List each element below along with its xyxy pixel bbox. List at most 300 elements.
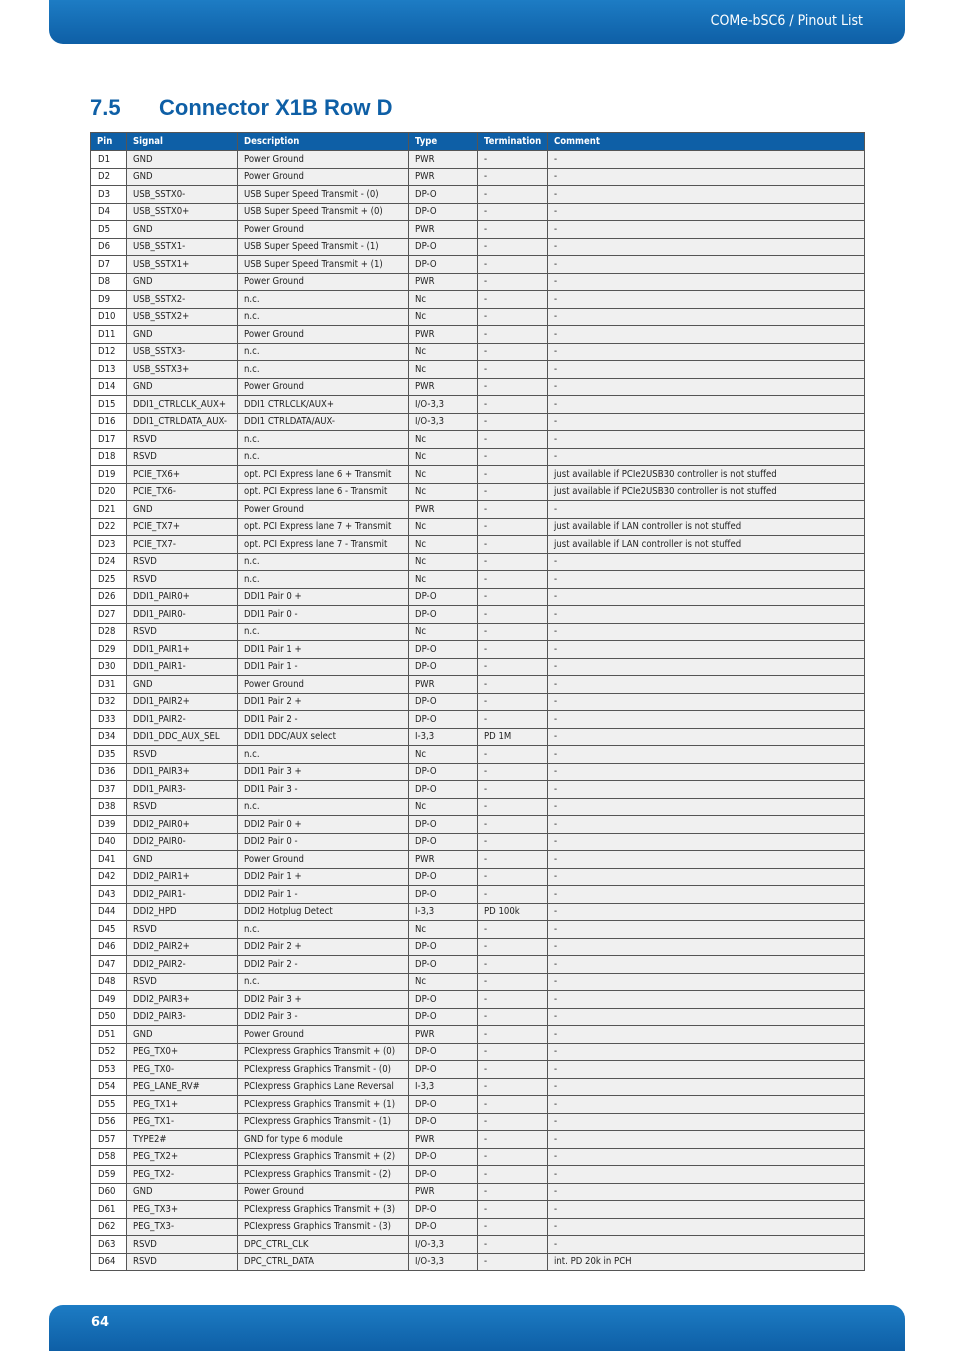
cell-description: n.c. bbox=[238, 798, 409, 816]
cell-type: PWR bbox=[409, 221, 478, 239]
cell-comment: - bbox=[548, 553, 865, 571]
cell-description: n.c. bbox=[238, 746, 409, 764]
cell-termination: - bbox=[478, 168, 548, 186]
cell-signal: GND bbox=[127, 676, 238, 694]
cell-description: DPC_CTRL_CLK bbox=[238, 1236, 409, 1254]
cell-pin: D23 bbox=[91, 536, 127, 554]
cell-type: PWR bbox=[409, 676, 478, 694]
cell-pin: D14 bbox=[91, 378, 127, 396]
cell-signal: USB_SSTX0- bbox=[127, 186, 238, 204]
cell-termination: - bbox=[478, 658, 548, 676]
cell-signal: PCIE_TX6- bbox=[127, 483, 238, 501]
cell-pin: D61 bbox=[91, 1201, 127, 1219]
table-row bbox=[91, 1148, 865, 1166]
cell-description: DDI1 CTRLDATA/AUX- bbox=[238, 413, 409, 431]
cell-description: Power Ground bbox=[238, 1183, 409, 1201]
column-header-type: Type bbox=[409, 133, 478, 151]
cell-type: DP-O bbox=[409, 816, 478, 834]
cell-description: DDI1 DDC/AUX select bbox=[238, 728, 409, 746]
cell-description: DDI1 CTRLCLK/AUX+ bbox=[238, 396, 409, 414]
cell-signal: GND bbox=[127, 1026, 238, 1044]
cell-signal: DDI1_PAIR2+ bbox=[127, 693, 238, 711]
cell-pin: D31 bbox=[91, 676, 127, 694]
cell-signal: GND bbox=[127, 151, 238, 169]
cell-signal: PEG_TX2- bbox=[127, 1166, 238, 1184]
cell-comment: - bbox=[548, 1148, 865, 1166]
section-heading bbox=[90, 95, 392, 121]
table-body bbox=[91, 151, 865, 1271]
pinout-table bbox=[90, 132, 865, 1271]
cell-signal: PCIE_TX6+ bbox=[127, 466, 238, 484]
cell-signal: DDI1_DDC_AUX_SEL bbox=[127, 728, 238, 746]
cell-pin: D26 bbox=[91, 588, 127, 606]
cell-comment: - bbox=[548, 886, 865, 904]
cell-signal: DDI2_PAIR0+ bbox=[127, 816, 238, 834]
cell-description: DDI2 Pair 0 - bbox=[238, 833, 409, 851]
table-row bbox=[91, 536, 865, 554]
cell-comment: just available if PCIe2USB30 controller is not stuffed bbox=[548, 483, 865, 501]
cell-description: PCIexpress Graphics Transmit - (1) bbox=[238, 1113, 409, 1131]
cell-type: DP-O bbox=[409, 991, 478, 1009]
table-row bbox=[91, 623, 865, 641]
cell-comment: - bbox=[548, 641, 865, 659]
cell-comment: - bbox=[548, 221, 865, 239]
cell-type: PWR bbox=[409, 378, 478, 396]
cell-description: Power Ground bbox=[238, 1026, 409, 1044]
cell-pin: D35 bbox=[91, 746, 127, 764]
table-row bbox=[91, 1061, 865, 1079]
cell-termination: - bbox=[478, 1253, 548, 1271]
cell-type: Nc bbox=[409, 483, 478, 501]
table-row bbox=[91, 956, 865, 974]
cell-termination: - bbox=[478, 1096, 548, 1114]
cell-comment: - bbox=[548, 273, 865, 291]
cell-description: PCIexpress Graphics Transmit + (0) bbox=[238, 1043, 409, 1061]
cell-signal: PEG_TX1+ bbox=[127, 1096, 238, 1114]
cell-pin: D16 bbox=[91, 413, 127, 431]
cell-comment: - bbox=[548, 291, 865, 309]
cell-description: DDI1 Pair 1 - bbox=[238, 658, 409, 676]
column-header-termination: Termination bbox=[478, 133, 548, 151]
cell-signal: DDI1_PAIR0+ bbox=[127, 588, 238, 606]
cell-termination: - bbox=[478, 1201, 548, 1219]
cell-description: opt. PCI Express lane 6 - Transmit bbox=[238, 483, 409, 501]
cell-comment: - bbox=[548, 1078, 865, 1096]
cell-pin: D36 bbox=[91, 763, 127, 781]
cell-comment: - bbox=[548, 1218, 865, 1236]
cell-type: DP-O bbox=[409, 1148, 478, 1166]
cell-signal: RSVD bbox=[127, 571, 238, 589]
cell-type: DP-O bbox=[409, 781, 478, 799]
cell-comment: - bbox=[548, 151, 865, 169]
table-row bbox=[91, 273, 865, 291]
cell-termination: - bbox=[478, 308, 548, 326]
table-row bbox=[91, 746, 865, 764]
cell-signal: USB_SSTX2- bbox=[127, 291, 238, 309]
cell-signal: PCIE_TX7+ bbox=[127, 518, 238, 536]
cell-comment: int. PD 20k in PCH bbox=[548, 1253, 865, 1271]
cell-signal: PEG_TX3+ bbox=[127, 1201, 238, 1219]
cell-pin: D43 bbox=[91, 886, 127, 904]
cell-description: PCIexpress Graphics Transmit - (3) bbox=[238, 1218, 409, 1236]
cell-pin: D55 bbox=[91, 1096, 127, 1114]
cell-termination: - bbox=[478, 991, 548, 1009]
cell-description: DDI2 Pair 0 + bbox=[238, 816, 409, 834]
cell-termination: - bbox=[478, 606, 548, 624]
cell-comment: - bbox=[548, 326, 865, 344]
cell-pin: D63 bbox=[91, 1236, 127, 1254]
cell-pin: D48 bbox=[91, 973, 127, 991]
table-row bbox=[91, 1131, 865, 1149]
cell-type: PWR bbox=[409, 273, 478, 291]
cell-pin: D7 bbox=[91, 256, 127, 274]
cell-comment: - bbox=[548, 308, 865, 326]
cell-termination: - bbox=[478, 361, 548, 379]
cell-description: GND for type 6 module bbox=[238, 1131, 409, 1149]
cell-comment: - bbox=[548, 991, 865, 1009]
cell-description: DDI1 Pair 1 + bbox=[238, 641, 409, 659]
cell-termination: - bbox=[478, 588, 548, 606]
table-row bbox=[91, 1113, 865, 1131]
cell-comment: - bbox=[548, 1008, 865, 1026]
table-row bbox=[91, 1236, 865, 1254]
cell-type: DP-O bbox=[409, 763, 478, 781]
cell-pin: D37 bbox=[91, 781, 127, 799]
cell-description: n.c. bbox=[238, 623, 409, 641]
cell-pin: D62 bbox=[91, 1218, 127, 1236]
cell-type: DP-O bbox=[409, 606, 478, 624]
cell-pin: D24 bbox=[91, 553, 127, 571]
cell-description: DDI2 Pair 2 - bbox=[238, 956, 409, 974]
table-row bbox=[91, 816, 865, 834]
cell-comment: - bbox=[548, 571, 865, 589]
cell-description: opt. PCI Express lane 7 - Transmit bbox=[238, 536, 409, 554]
cell-termination: - bbox=[478, 518, 548, 536]
cell-termination: - bbox=[478, 203, 548, 221]
cell-description: DDI1 Pair 3 - bbox=[238, 781, 409, 799]
cell-signal: USB_SSTX3- bbox=[127, 343, 238, 361]
cell-description: Power Ground bbox=[238, 221, 409, 239]
cell-termination: - bbox=[478, 921, 548, 939]
cell-type: Nc bbox=[409, 746, 478, 764]
cell-signal: RSVD bbox=[127, 973, 238, 991]
cell-termination: - bbox=[478, 1008, 548, 1026]
cell-termination: - bbox=[478, 431, 548, 449]
cell-description: PCIexpress Graphics Transmit + (2) bbox=[238, 1148, 409, 1166]
cell-type: DP-O bbox=[409, 256, 478, 274]
cell-signal: USB_SSTX2+ bbox=[127, 308, 238, 326]
cell-type: Nc bbox=[409, 308, 478, 326]
cell-signal: RSVD bbox=[127, 448, 238, 466]
cell-termination: - bbox=[478, 711, 548, 729]
cell-pin: D8 bbox=[91, 273, 127, 291]
cell-comment: - bbox=[548, 728, 865, 746]
cell-signal: DDI2_PAIR3+ bbox=[127, 991, 238, 1009]
cell-termination: - bbox=[478, 273, 548, 291]
table-row bbox=[91, 763, 865, 781]
cell-comment: - bbox=[548, 1026, 865, 1044]
cell-signal: DDI2_PAIR3- bbox=[127, 1008, 238, 1026]
cell-termination: - bbox=[478, 938, 548, 956]
cell-signal: GND bbox=[127, 851, 238, 869]
cell-type: DP-O bbox=[409, 1218, 478, 1236]
cell-type: DP-O bbox=[409, 938, 478, 956]
cell-comment: - bbox=[548, 256, 865, 274]
cell-signal: DDI2_PAIR2- bbox=[127, 956, 238, 974]
cell-termination: - bbox=[478, 256, 548, 274]
cell-pin: D45 bbox=[91, 921, 127, 939]
cell-description: Power Ground bbox=[238, 851, 409, 869]
cell-termination: - bbox=[478, 833, 548, 851]
cell-signal: RSVD bbox=[127, 553, 238, 571]
cell-termination: - bbox=[478, 238, 548, 256]
cell-description: n.c. bbox=[238, 973, 409, 991]
header-title: COMe-bSC6 / Pinout List bbox=[710, 13, 863, 29]
cell-termination: - bbox=[478, 378, 548, 396]
cell-pin: D10 bbox=[91, 308, 127, 326]
cell-type: DP-O bbox=[409, 1043, 478, 1061]
cell-pin: D40 bbox=[91, 833, 127, 851]
page-number: 64 bbox=[91, 1315, 110, 1330]
cell-description: Power Ground bbox=[238, 326, 409, 344]
table-row bbox=[91, 798, 865, 816]
table-row bbox=[91, 343, 865, 361]
cell-description: PCIexpress Graphics Transmit + (3) bbox=[238, 1201, 409, 1219]
table-row bbox=[91, 448, 865, 466]
cell-comment: - bbox=[548, 658, 865, 676]
cell-comment: - bbox=[548, 606, 865, 624]
cell-pin: D11 bbox=[91, 326, 127, 344]
cell-pin: D41 bbox=[91, 851, 127, 869]
cell-termination: - bbox=[478, 781, 548, 799]
cell-termination: - bbox=[478, 413, 548, 431]
table-row bbox=[91, 781, 865, 799]
table-row bbox=[91, 518, 865, 536]
footer-bar bbox=[49, 1305, 905, 1351]
cell-termination: - bbox=[478, 1026, 548, 1044]
cell-pin: D20 bbox=[91, 483, 127, 501]
cell-pin: D4 bbox=[91, 203, 127, 221]
cell-type: DP-O bbox=[409, 868, 478, 886]
cell-signal: DDI1_PAIR2- bbox=[127, 711, 238, 729]
cell-description: PCIexpress Graphics Transmit - (2) bbox=[238, 1166, 409, 1184]
table-row bbox=[91, 693, 865, 711]
cell-type: PWR bbox=[409, 501, 478, 519]
cell-pin: D60 bbox=[91, 1183, 127, 1201]
cell-pin: D9 bbox=[91, 291, 127, 309]
table-row bbox=[91, 1078, 865, 1096]
cell-type: DP-O bbox=[409, 956, 478, 974]
cell-comment: just available if LAN controller is not stuffed bbox=[548, 518, 865, 536]
cell-type: Nc bbox=[409, 571, 478, 589]
cell-description: PCIexpress Graphics Lane Reversal bbox=[238, 1078, 409, 1096]
table-row bbox=[91, 1043, 865, 1061]
cell-termination: - bbox=[478, 816, 548, 834]
cell-signal: DDI2_PAIR0- bbox=[127, 833, 238, 851]
cell-pin: D19 bbox=[91, 466, 127, 484]
table-row bbox=[91, 378, 865, 396]
cell-type: PWR bbox=[409, 168, 478, 186]
cell-comment: - bbox=[548, 676, 865, 694]
cell-type: I-3,3 bbox=[409, 728, 478, 746]
cell-signal: USB_SSTX0+ bbox=[127, 203, 238, 221]
cell-pin: D47 bbox=[91, 956, 127, 974]
cell-comment: - bbox=[548, 238, 865, 256]
column-header-signal: Signal bbox=[127, 133, 238, 151]
cell-comment: - bbox=[548, 1183, 865, 1201]
cell-type: DP-O bbox=[409, 1061, 478, 1079]
cell-type: Nc bbox=[409, 343, 478, 361]
cell-description: n.c. bbox=[238, 553, 409, 571]
cell-comment: - bbox=[548, 448, 865, 466]
cell-termination: - bbox=[478, 1113, 548, 1131]
cell-signal: RSVD bbox=[127, 798, 238, 816]
cell-type: Nc bbox=[409, 553, 478, 571]
table-row bbox=[91, 238, 865, 256]
table-row bbox=[91, 658, 865, 676]
table-row bbox=[91, 361, 865, 379]
cell-signal: GND bbox=[127, 273, 238, 291]
cell-pin: D6 bbox=[91, 238, 127, 256]
cell-termination: - bbox=[478, 1061, 548, 1079]
cell-pin: D18 bbox=[91, 448, 127, 466]
cell-signal: PEG_TX1- bbox=[127, 1113, 238, 1131]
cell-termination: - bbox=[478, 343, 548, 361]
table-row bbox=[91, 1096, 865, 1114]
cell-type: I-3,3 bbox=[409, 1078, 478, 1096]
cell-type: Nc bbox=[409, 921, 478, 939]
cell-signal: DDI1_PAIR0- bbox=[127, 606, 238, 624]
cell-termination: - bbox=[478, 466, 548, 484]
cell-description: PCIexpress Graphics Transmit - (0) bbox=[238, 1061, 409, 1079]
cell-type: DP-O bbox=[409, 186, 478, 204]
table-row bbox=[91, 851, 865, 869]
cell-type: DP-O bbox=[409, 1166, 478, 1184]
table-row bbox=[91, 396, 865, 414]
cell-description: USB Super Speed Transmit - (0) bbox=[238, 186, 409, 204]
cell-description: USB Super Speed Transmit + (0) bbox=[238, 203, 409, 221]
cell-termination: - bbox=[478, 868, 548, 886]
cell-type: Nc bbox=[409, 448, 478, 466]
cell-signal: RSVD bbox=[127, 431, 238, 449]
cell-pin: D39 bbox=[91, 816, 127, 834]
cell-termination: - bbox=[478, 676, 548, 694]
table-row bbox=[91, 711, 865, 729]
cell-type: Nc bbox=[409, 798, 478, 816]
cell-termination: - bbox=[478, 1078, 548, 1096]
table-row bbox=[91, 466, 865, 484]
cell-termination: PD 100k bbox=[478, 903, 548, 921]
table-row bbox=[91, 203, 865, 221]
table-row bbox=[91, 1008, 865, 1026]
cell-type: Nc bbox=[409, 518, 478, 536]
cell-comment: - bbox=[548, 1061, 865, 1079]
cell-comment: - bbox=[548, 501, 865, 519]
cell-pin: D1 bbox=[91, 151, 127, 169]
cell-type: DP-O bbox=[409, 833, 478, 851]
cell-signal: DDI2_PAIR1- bbox=[127, 886, 238, 904]
cell-termination: - bbox=[478, 396, 548, 414]
cell-description: Power Ground bbox=[238, 378, 409, 396]
table-row bbox=[91, 641, 865, 659]
cell-type: I/O-3,3 bbox=[409, 1236, 478, 1254]
section-title: Connector X1B Row D bbox=[159, 95, 393, 120]
table-row bbox=[91, 1201, 865, 1219]
cell-comment: - bbox=[548, 781, 865, 799]
cell-pin: D3 bbox=[91, 186, 127, 204]
cell-description: DDI2 Pair 1 + bbox=[238, 868, 409, 886]
cell-type: DP-O bbox=[409, 711, 478, 729]
cell-pin: D38 bbox=[91, 798, 127, 816]
cell-description: n.c. bbox=[238, 361, 409, 379]
cell-description: Power Ground bbox=[238, 273, 409, 291]
cell-termination: - bbox=[478, 186, 548, 204]
cell-comment: - bbox=[548, 851, 865, 869]
cell-comment: - bbox=[548, 693, 865, 711]
cell-termination: - bbox=[478, 851, 548, 869]
table-row bbox=[91, 256, 865, 274]
cell-comment: - bbox=[548, 833, 865, 851]
cell-description: DDI2 Hotplug Detect bbox=[238, 903, 409, 921]
cell-description: opt. PCI Express lane 6 + Transmit bbox=[238, 466, 409, 484]
cell-termination: - bbox=[478, 221, 548, 239]
cell-type: Nc bbox=[409, 291, 478, 309]
cell-comment: - bbox=[548, 1131, 865, 1149]
cell-description: n.c. bbox=[238, 308, 409, 326]
cell-comment: - bbox=[548, 186, 865, 204]
cell-signal: DDI2_PAIR2+ bbox=[127, 938, 238, 956]
cell-termination: - bbox=[478, 483, 548, 501]
cell-signal: PEG_LANE_RV# bbox=[127, 1078, 238, 1096]
cell-description: n.c. bbox=[238, 431, 409, 449]
table-row bbox=[91, 973, 865, 991]
table-row bbox=[91, 903, 865, 921]
cell-description: DDI1 Pair 2 + bbox=[238, 693, 409, 711]
cell-comment: - bbox=[548, 1113, 865, 1131]
cell-pin: D30 bbox=[91, 658, 127, 676]
cell-signal: PEG_TX3- bbox=[127, 1218, 238, 1236]
table-row bbox=[91, 728, 865, 746]
cell-signal: DDI1_PAIR1- bbox=[127, 658, 238, 676]
cell-comment: - bbox=[548, 921, 865, 939]
cell-type: PWR bbox=[409, 851, 478, 869]
table-row bbox=[91, 1183, 865, 1201]
table-row bbox=[91, 868, 865, 886]
table-row bbox=[91, 151, 865, 169]
cell-comment: - bbox=[548, 938, 865, 956]
cell-comment: - bbox=[548, 868, 865, 886]
cell-pin: D12 bbox=[91, 343, 127, 361]
cell-termination: - bbox=[478, 1218, 548, 1236]
table-row bbox=[91, 413, 865, 431]
cell-signal: RSVD bbox=[127, 746, 238, 764]
cell-description: DDI1 Pair 2 - bbox=[238, 711, 409, 729]
cell-type: I/O-3,3 bbox=[409, 413, 478, 431]
cell-type: DP-O bbox=[409, 641, 478, 659]
cell-description: Power Ground bbox=[238, 501, 409, 519]
cell-comment: - bbox=[548, 1166, 865, 1184]
cell-signal: DDI1_PAIR3- bbox=[127, 781, 238, 799]
cell-termination: - bbox=[478, 571, 548, 589]
cell-pin: D29 bbox=[91, 641, 127, 659]
cell-termination: - bbox=[478, 798, 548, 816]
cell-pin: D59 bbox=[91, 1166, 127, 1184]
table-row bbox=[91, 886, 865, 904]
cell-description: n.c. bbox=[238, 571, 409, 589]
cell-comment: - bbox=[548, 203, 865, 221]
cell-type: Nc bbox=[409, 466, 478, 484]
cell-comment: - bbox=[548, 588, 865, 606]
